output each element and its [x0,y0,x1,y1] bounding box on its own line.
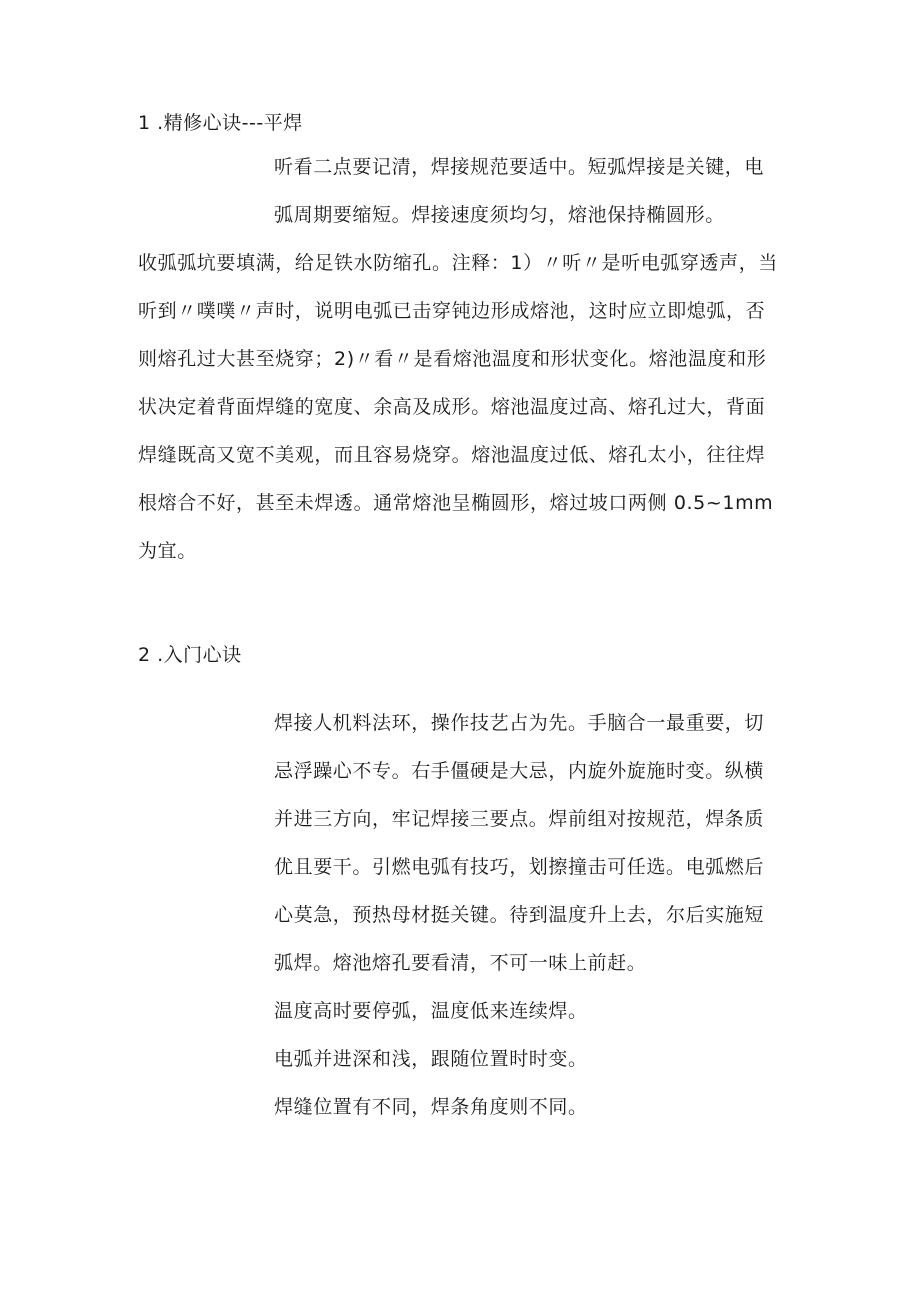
section-2-verse-line: 焊缝位置有不同，焊条角度则不同。 [274,1096,588,1118]
section-2-verse-line: 心莫急，预热母材挺关键。待到温度升上去，尔后实施短 [274,904,765,926]
section-1-body-line: 为宜。 [138,540,197,562]
section-1-heading: 1 .精修心诀---平焊 [138,112,303,134]
section-1-body-line: 根熔合不好，甚至未焊透。通常熔池呈椭圆形，熔过坡口两侧 0.5~1mm [138,492,774,514]
section-2-verse-line: 弧焊。熔池熔孔要看清，不可一味上前赶。 [274,952,647,974]
section-1-verse-line: 听看二点要记清，焊接规范要适中。短弧焊接是关键，电 [274,156,765,178]
section-2-verse-line: 电弧并进深和浅，跟随位置时时变。 [274,1048,588,1070]
section-2-verse-line: 温度高时要停弧，温度低来连续焊。 [274,1000,588,1022]
section-1-body-line: 则熔孔过大甚至烧穿；2)〃看〃是看熔池温度和形状变化。熔池温度和形 [138,348,767,370]
section-2-heading: 2 .入门心诀 [138,644,242,666]
section-2-verse-line: 优且要干。引燃电弧有技巧，划擦撞击可任选。电弧燃后 [274,856,765,878]
section-1-body-line: 听到〃噗噗〃声时，说明电弧已击穿钝边形成熔池，这时应立即熄弧，否 [138,300,766,322]
section-2-verse-line: 焊接人机料法环，操作技艺占为先。手脑合一最重要，切 [274,712,765,734]
section-1-body-line: 状决定着背面焊缝的宽度、余高及成形。熔池温度过高、熔孔过大，背面 [138,396,766,418]
section-1-body-line: 收弧弧坑要填满，给足铁水防缩孔。注释：1）〃听〃是听电弧穿透声，当 [138,252,778,274]
section-2-verse-line: 并进三方向，牢记焊接三要点。焊前组对按规范，焊条质 [274,808,765,830]
section-1-body-line: 焊缝既高又宽不美观，而且容易烧穿。熔池温度过低、熔孔太小，往往焊 [138,444,766,466]
section-1-verse-line: 弧周期要缩短。焊接速度须均匀，熔池保持椭圆形。 [274,204,725,226]
section-2-verse-line: 忌浮躁心不专。右手僵硬是大忌，内旋外旋施时变。纵横 [274,760,765,782]
